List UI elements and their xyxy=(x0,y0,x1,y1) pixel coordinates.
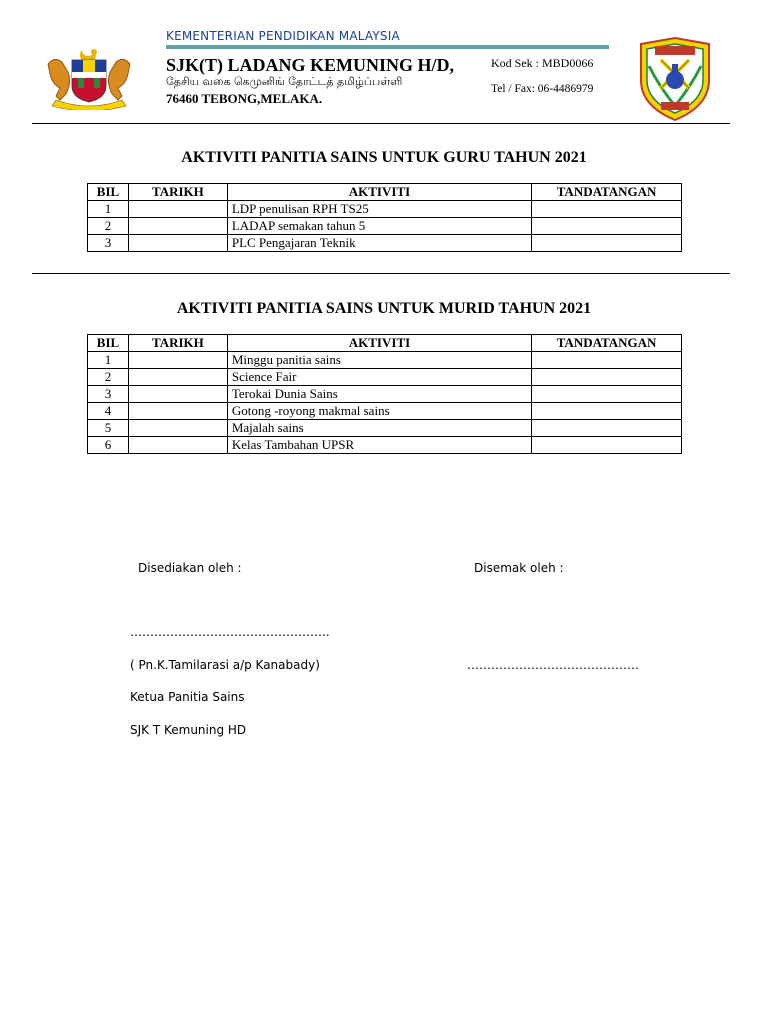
tarikh-cell xyxy=(128,386,227,403)
column-header: AKTIVITI xyxy=(227,184,531,201)
aktiviti-cell: Majalah sains xyxy=(227,420,531,437)
aktiviti-cell: Kelas Tambahan UPSR xyxy=(227,437,531,454)
tarikh-cell xyxy=(128,218,227,235)
school-name: SJK(T) LADANG KEMUNING H/D, xyxy=(166,55,455,75)
checked-by-label: Disemak oleh : xyxy=(474,561,564,575)
guru-activities-table xyxy=(87,183,682,252)
school-tel-fax: Tel / Fax: 06-4486979 xyxy=(491,83,594,95)
column-header: AKTIVITI xyxy=(227,335,531,352)
column-header: BIL xyxy=(88,184,129,201)
preparer-name: ( Pn.K.Tamilarasi a/p Kanabady) xyxy=(130,658,320,672)
tarikh-cell xyxy=(128,369,227,386)
preparer-school: SJK T Kemuning HD xyxy=(130,723,247,737)
bil-cell: 1 xyxy=(88,352,129,369)
school-code: Kod Sek : MBD0066 xyxy=(491,56,594,70)
table-row xyxy=(88,235,682,252)
signature-line-left: ………………………………………….. xyxy=(130,625,330,639)
bil-cell: 1 xyxy=(88,201,129,218)
ministry-rule xyxy=(166,45,609,49)
table-header-row xyxy=(88,184,682,201)
tarikh-cell xyxy=(128,235,227,252)
tandatangan-cell xyxy=(532,420,682,437)
tandatangan-cell xyxy=(532,201,682,218)
school-crest-icon xyxy=(637,36,713,122)
table-row xyxy=(88,201,682,218)
bil-cell: 3 xyxy=(88,386,129,403)
column-header: TANDATANGAN xyxy=(532,184,682,201)
column-header: BIL xyxy=(88,335,129,352)
tandatangan-cell xyxy=(532,235,682,252)
bil-cell: 6 xyxy=(88,437,129,454)
aktiviti-cell: Gotong -royong makmal sains xyxy=(227,403,531,420)
aktiviti-cell: Science Fair xyxy=(227,369,531,386)
aktiviti-cell: LADAP semakan tahun 5 xyxy=(227,218,531,235)
school-name-tamil: தேசிய வகை கெமுனிங் தோட்டத் தமிழ்ப்பள்ளி xyxy=(166,75,403,88)
tarikh-cell xyxy=(128,437,227,454)
column-header: TARIKH xyxy=(128,184,227,201)
tandatangan-cell xyxy=(532,369,682,386)
bil-cell: 4 xyxy=(88,403,129,420)
column-header: TANDATANGAN xyxy=(532,335,682,352)
table-row xyxy=(88,218,682,235)
guru-activities-title: AKTIVITI PANITIA SAINS UNTUK GURU TAHUN 2021 xyxy=(181,149,587,166)
header-divider xyxy=(32,123,730,124)
section-divider xyxy=(32,273,730,274)
table-row xyxy=(88,386,682,403)
tarikh-cell xyxy=(128,403,227,420)
table-row xyxy=(88,403,682,420)
tarikh-cell xyxy=(128,352,227,369)
bil-cell: 2 xyxy=(88,218,129,235)
murid-activities-table xyxy=(87,334,682,454)
tarikh-cell xyxy=(128,201,227,218)
signature-line-right: ……………………………………. xyxy=(467,658,639,672)
table-header-row xyxy=(88,335,682,352)
table-row xyxy=(88,369,682,386)
aktiviti-cell: Minggu panitia sains xyxy=(227,352,531,369)
prepared-by-label: Disediakan oleh : xyxy=(138,561,242,575)
bil-cell: 3 xyxy=(88,235,129,252)
aktiviti-cell: LDP penulisan RPH TS25 xyxy=(227,201,531,218)
column-header: TARIKH xyxy=(128,335,227,352)
tandatangan-cell xyxy=(532,218,682,235)
table-row xyxy=(88,437,682,454)
school-address: 76460 TEBONG,MELAKA. xyxy=(166,91,323,106)
tarikh-cell xyxy=(128,420,227,437)
table-row xyxy=(88,352,682,369)
aktiviti-cell: Terokai Dunia Sains xyxy=(227,386,531,403)
tandatangan-cell xyxy=(532,437,682,454)
murid-activities-title: AKTIVITI PANITIA SAINS UNTUK MURID TAHUN 2021 xyxy=(176,300,592,317)
table-row xyxy=(88,420,682,437)
preparer-role: Ketua Panitia Sains xyxy=(130,690,245,704)
malaysia-coat-of-arms-icon xyxy=(42,46,136,110)
tandatangan-cell xyxy=(532,403,682,420)
ministry-name: KEMENTERIAN PENDIDIKAN MALAYSIA xyxy=(166,29,400,43)
tandatangan-cell xyxy=(532,352,682,369)
tandatangan-cell xyxy=(532,386,682,403)
aktiviti-cell: PLC Pengajaran Teknik xyxy=(227,235,531,252)
bil-cell: 2 xyxy=(88,369,129,386)
bil-cell: 5 xyxy=(88,420,129,437)
